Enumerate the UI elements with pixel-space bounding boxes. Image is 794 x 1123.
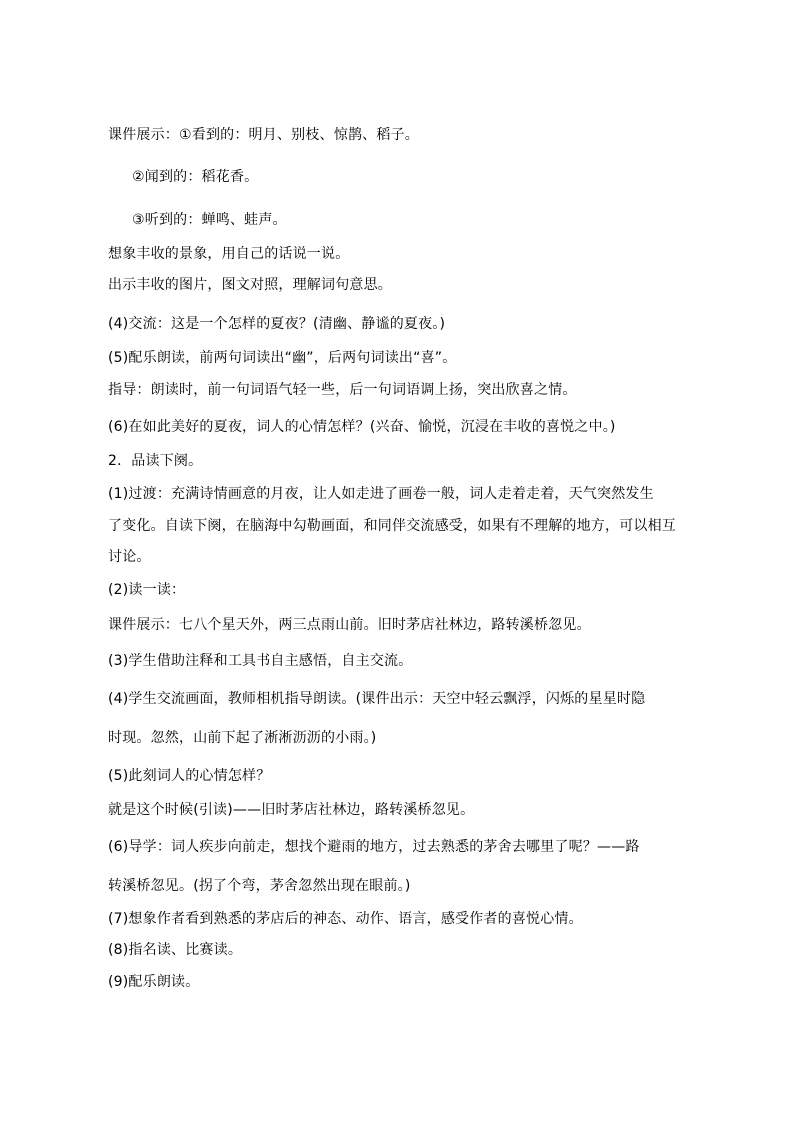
text-line-6: (4)交流：这是一个怎样的夏夜？(清幽、静谧的夏夜。) <box>108 316 446 332</box>
text-line-9: (6)在如此美好的夏夜，词人的心情怎样？(兴奋、愉悦，沉浸在丰收的喜悦之中。) <box>108 419 616 435</box>
text-line-11: (1)过渡：充满诗情画意的月夜，让人如走进了画卷一般，词人走着走着，天气突然发生 <box>108 486 654 502</box>
text-line-22: 转溪桥忽见。(拐了个弯，茅舍忽然出现在眼前。) <box>108 878 411 894</box>
text-line-24: (8)指名读、比赛读。 <box>108 942 243 958</box>
text-line-3: ③听到的：蝉鸣、蛙声。 <box>132 212 287 228</box>
text-line-12: 了变化。自读下阕，在脑海中勾勒画面，和同伴交流感受，如果有不理解的地方，可以相互 <box>108 518 676 534</box>
text-line-23: (7)想象作者看到熟悉的茅店后的神态、动作、语言，感受作者的喜悦心情。 <box>108 911 583 927</box>
text-line-8: 指导：朗读时，前一句词语气轻一些，后一句词语调上扬，突出欣喜之情。 <box>108 382 577 398</box>
text-line-17: (4)学生交流画面，教师相机指导朗读。(课件出示：天空中轻云飘浮，闪烁的星星时隐 <box>108 691 646 707</box>
text-line-1: 课件展示：①看到的：明月、别枝、惊鹊、稻子。 <box>108 127 419 143</box>
text-line-20: 就是这个时候(引读)——旧时茅店社林边，路转溪桥忽见。 <box>108 802 475 818</box>
text-line-19: (5)此刻词人的心情怎样？ <box>108 768 271 784</box>
text-line-2: ②闻到的：稻花香。 <box>132 169 259 185</box>
text-line-21: (6)导学：词人疾步向前走，想找个避雨的地方，过去熟悉的茅舍去哪里了呢？——路 <box>108 839 640 855</box>
text-line-13: 讨论。 <box>108 549 151 565</box>
text-line-4: 想象丰收的景象，用自己的话说一说。 <box>108 246 350 262</box>
text-line-25: (9)配乐朗读。 <box>108 974 200 990</box>
text-line-16: (3)学生借助注释和工具书自主感悟，自主交流。 <box>108 653 413 669</box>
text-line-14: (2)读一读： <box>108 582 186 598</box>
text-line-10: 2．品读下阕。 <box>108 453 203 469</box>
text-line-5: 出示丰收的图片，图文对照，理解词句意思。 <box>108 277 392 293</box>
text-line-7: (5)配乐朗读，前两句词读出“幽”，后两句词读出“喜”。 <box>108 350 457 366</box>
text-line-15: 课件展示：七八个星天外，两三点雨山前。旧时茅店社林边，路转溪桥忽见。 <box>108 617 591 633</box>
text-line-18: 时现。忽然，山前下起了淅淅沥沥的小雨。) <box>108 730 377 746</box>
